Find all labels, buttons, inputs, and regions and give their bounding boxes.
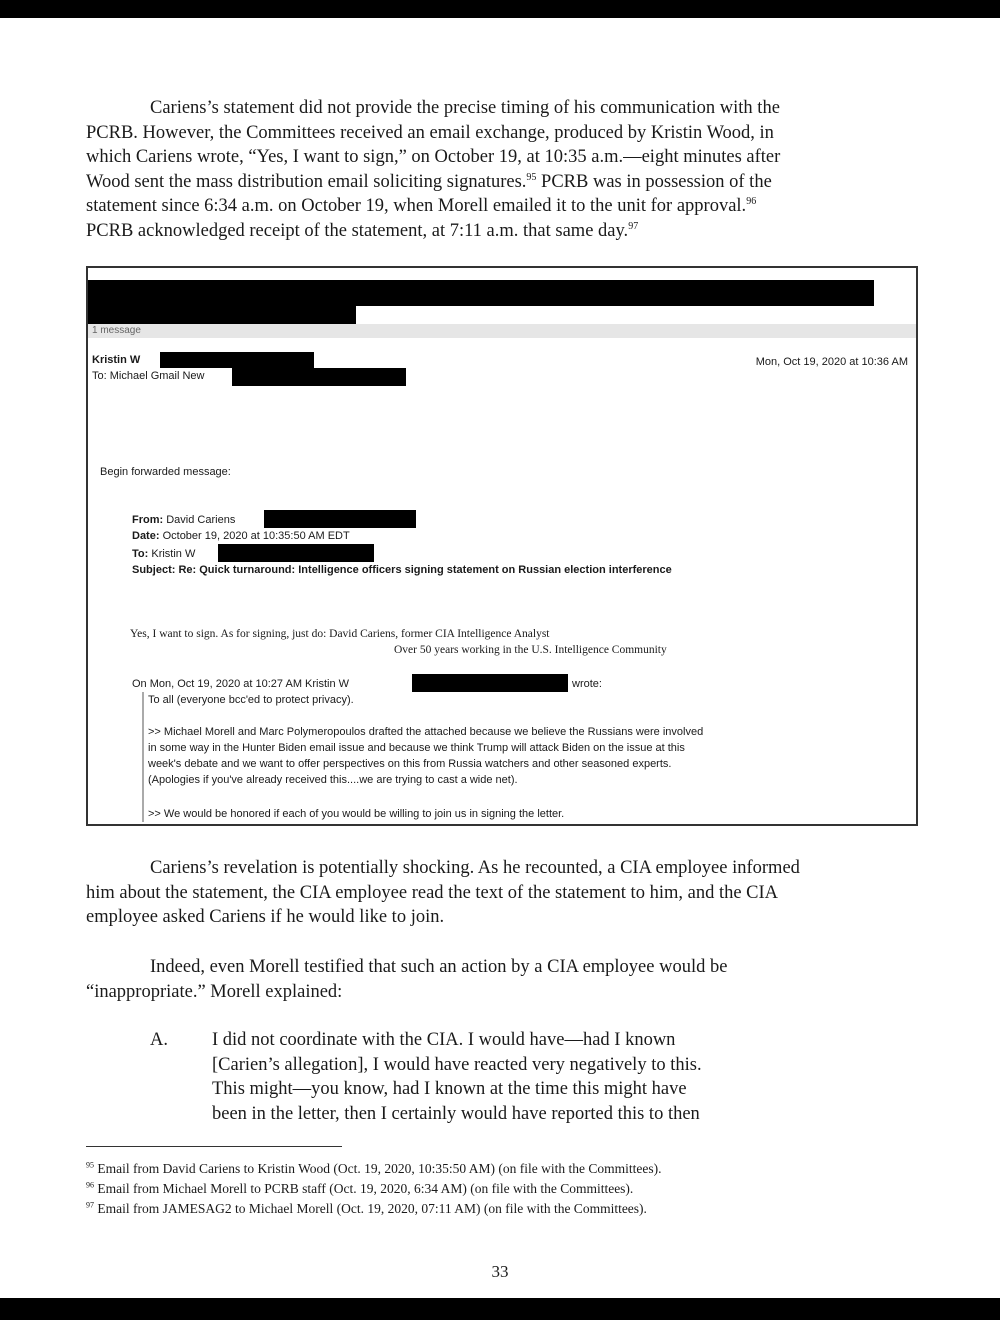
reply-line-2: Over 50 years working in the U.S. Intelligence Community [394,644,667,656]
testimony-line-4: been in the letter, then I certainly would have reported this to then [212,1103,700,1124]
para1-line4-tail: PCRB was in possession of the [536,171,772,192]
footnote-ref-97: 97 [628,220,639,232]
footnote-97-num: 97 [86,1200,94,1210]
para1-line5 [86,194,894,219]
sender-name: Kristin W [92,354,141,366]
quoted-wrote: wrote: [572,678,602,690]
redaction-fwd-to-email [218,544,374,562]
footnote-97 [86,1200,647,1218]
footnote-95-text: Email from David Cariens to Kristin Wood (Oct. 19, 2020, 10:35:50 AM) (on file with the Committees). [97,1161,662,1176]
para1-line5-text: statement since 6:34 a.m. on October 19, when Morell emailed it to the unit for approval. [86,196,747,216]
paragraph-revelation [86,856,894,930]
fwd-subject [132,564,672,576]
para1-line6-text: PCRB acknowledged receipt of the statement, at 7:11 a.m. that same day. [86,220,629,241]
forward-header: Begin forwarded message: [100,466,231,478]
top-black-bar [0,0,1000,18]
para1-line4-text: Wood sent the mass distribution email soliciting signatures. [86,171,527,192]
testimony-line-2: [Carien’s allegation], I would have reacted very negatively to this. [212,1054,702,1075]
email-sender [92,354,140,366]
footnote-ref-95: 95 [526,171,537,183]
fwd-from [132,514,235,526]
date-label: Date: [132,530,160,542]
footnote-96-num: 96 [86,1180,94,1190]
from-value: David Cariens [166,514,236,526]
quoted-body-line-4: (Apologies if you've already received this....we are trying to cast a wide net). [148,774,518,786]
footnote-ref-96: 96 [746,195,757,207]
email-screenshot [86,266,918,826]
to-value: Kristin W [151,548,196,560]
footnote-95 [86,1160,661,1178]
para2-line2: him about the statement, the CIA employee read the text of the statement to him, and the CIA [86,882,779,903]
quoted-body-line-2: in some way in the Hunter Biden email issue and because we think Trump will attack Biden on the issue at this [148,742,685,754]
fwd-to [132,548,195,560]
page-number: 33 [491,1262,509,1281]
para1-line6 [86,219,894,244]
para3-line1-text: Indeed, even Morell testified that such an action by a CIA employee would be [150,957,728,977]
testimony-line-1: I did not coordinate with the CIA. I would have—had I known [212,1030,676,1050]
fwd-date [132,530,350,542]
para2-line1 [86,856,894,881]
testimony-line-3: This might—you know, had I known at the time this might have [212,1079,687,1099]
footnote-96 [86,1180,633,1198]
redaction-subject [88,280,874,306]
footnote-95-num: 95 [86,1160,94,1170]
para1-line2: PCRB. However, the Committees received an email exchange, produced by Kristin Wood, in [86,122,774,143]
email-to: To: Michael Gmail New [92,370,205,382]
subject-label: Subject: [132,564,176,576]
paragraph-timing [86,96,894,243]
reply-line-1: Yes, I want to sign. As for signing, just do: David Cariens, former CIA Intelligence Analyst [130,628,550,640]
subject-value: Re: Quick turnaround: Intelligence officers signing statement on Russian election interference [178,564,672,576]
para3-line2: “inappropriate.” Morell explained: [86,981,343,1002]
para1-line4 [86,170,894,195]
to-label: To: [132,548,149,560]
para3-line1 [86,955,894,980]
para1-line1-text: Cariens’s statement did not provide the precise timing of his communication with the [150,98,780,118]
quoted-body-line-3: week's debate and we want to offer perspectives on this from Russia watchers and other seasoned experts. [148,758,672,770]
redaction-from-email [264,510,416,528]
testimony-answer [212,1028,790,1126]
testimony-marker: A. [150,1030,168,1050]
paragraph-morell [86,955,894,1004]
quoted-body-line-1: >> Michael Morell and Marc Polymeropoulos drafted the attached because we believe the Russians were involved [148,726,704,738]
para2-line1-text: Cariens’s revelation is potentially shocking. As he recounted, a CIA employee informed [150,858,800,878]
footnote-divider [86,1146,342,1147]
bottom-black-bar [0,1298,1000,1320]
footnote-97-text: Email from JAMESAG2 to Michael Morell (Oct. 19, 2020, 07:11 AM) (on file with the Committees). [97,1201,647,1216]
quoted-header: On Mon, Oct 19, 2020 at 10:27 AM Kristin W [132,678,350,690]
date-value: October 19, 2020 at 10:35:50 AM EDT [162,530,350,542]
redaction-to-email [232,368,406,386]
para2-line3: employee asked Cariens if he would like to join. [86,907,445,927]
quote-bar [142,692,144,822]
para1-line1 [86,96,894,121]
footnote-96-text: Email from Michael Morell to PCRB staff (Oct. 19, 2020, 6:34 AM) (on file with the Committees). [97,1181,634,1196]
from-label: From: [132,514,164,526]
redaction-sender-email [160,352,314,368]
email-date: Mon, Oct 19, 2020 at 10:36 AM [755,356,908,368]
redaction-quoted-email [412,674,568,692]
quoted-body-line-5: >> We would be honored if each of you would be willing to join us in signing the letter. [148,808,565,820]
message-count: 1 message [88,324,916,338]
quoted-intro: To all (everyone bcc'ed to protect privacy). [148,694,354,706]
para1-line3: which Cariens wrote, “Yes, I want to sign,” on October 19, at 10:35 a.m.—eight minutes after [86,147,781,167]
